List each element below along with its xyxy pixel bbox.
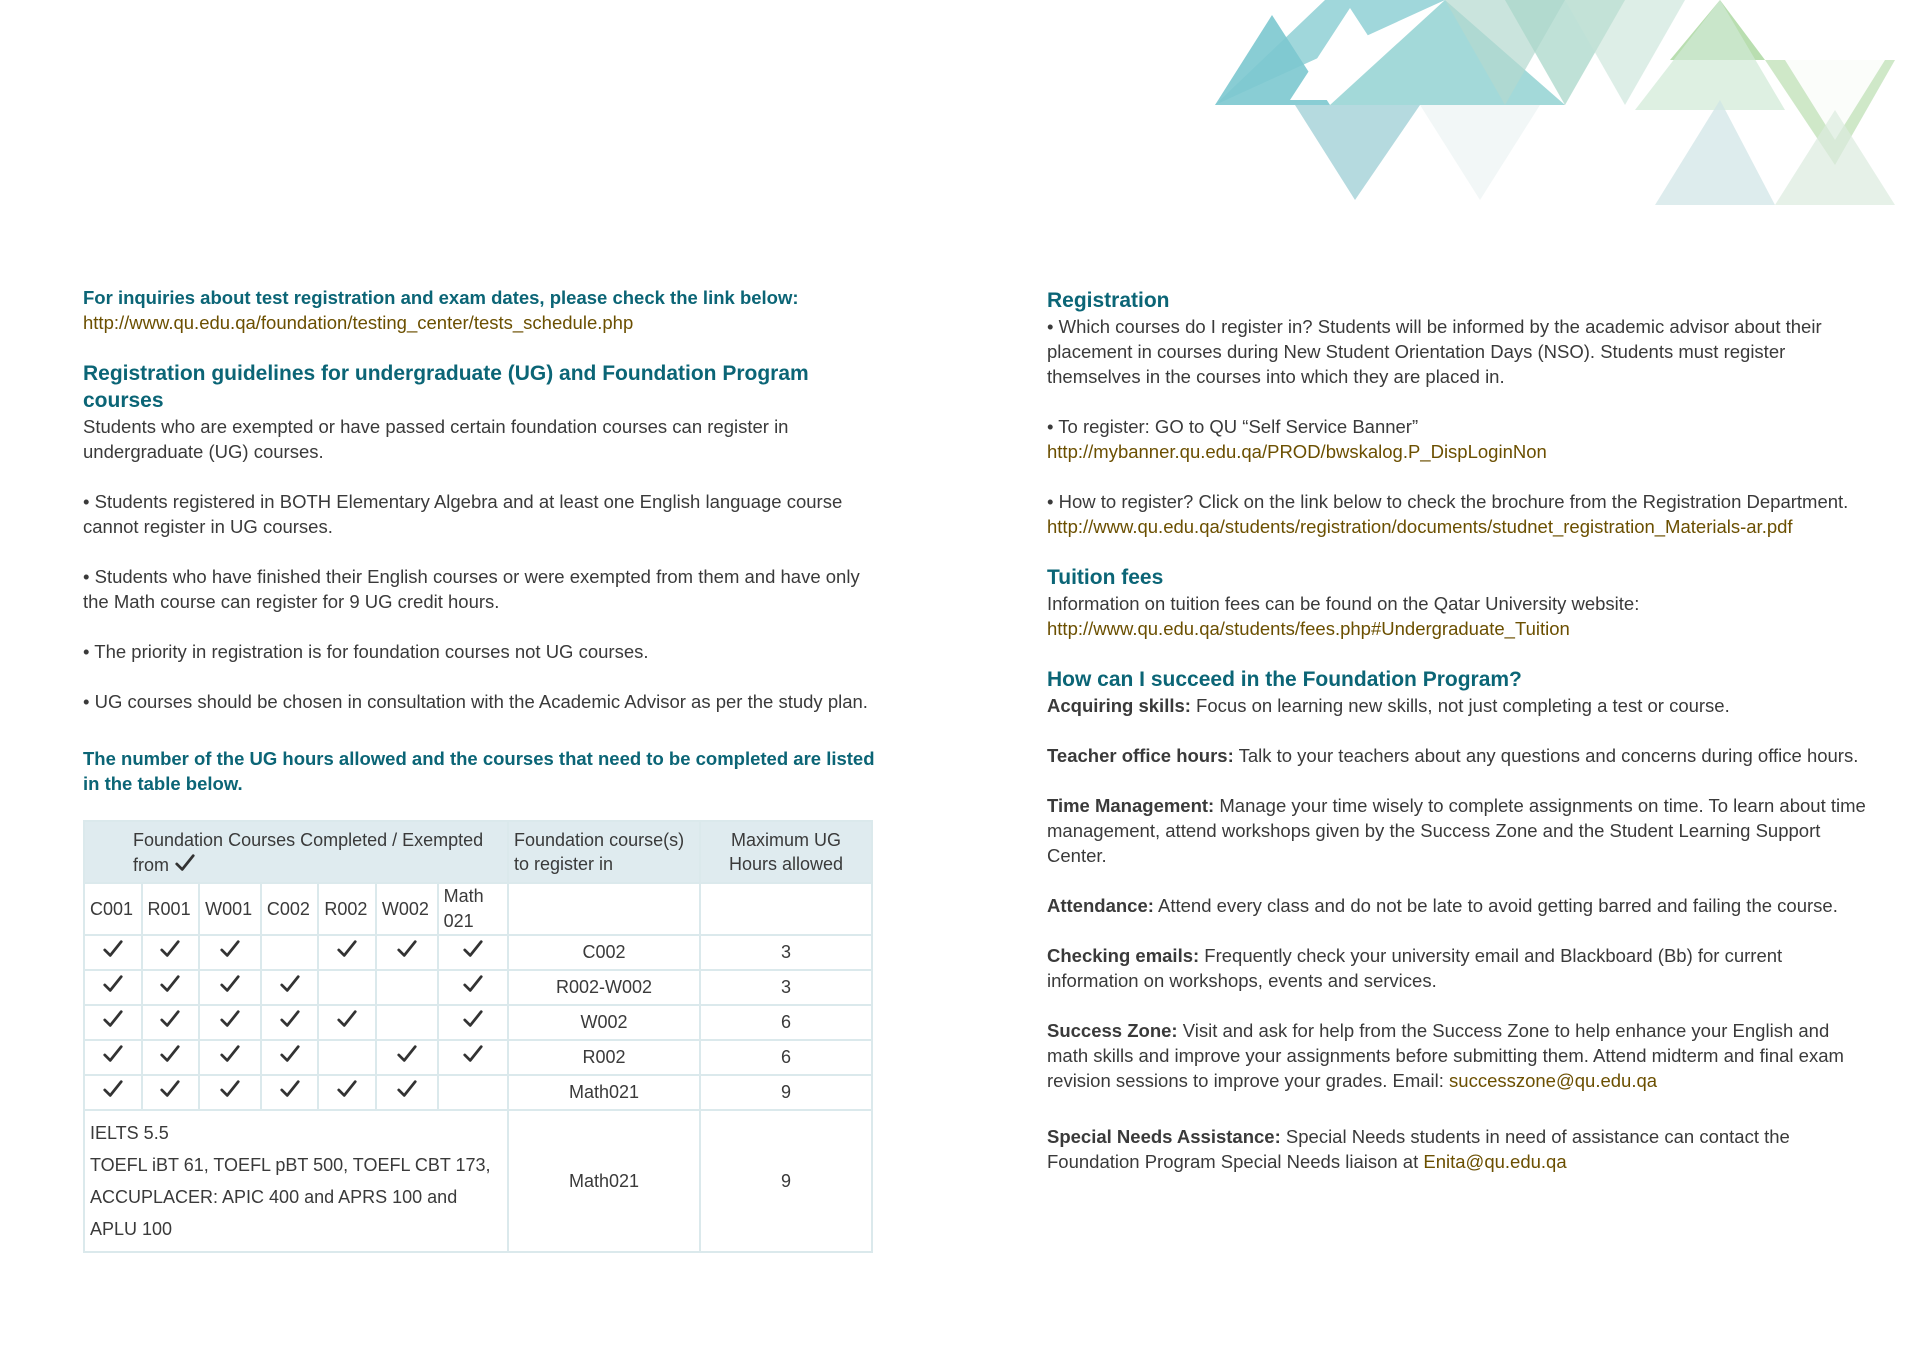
check-cell — [261, 1005, 319, 1040]
check-cell — [84, 1005, 142, 1040]
test-score-line: IELTS 5.5 — [90, 1123, 169, 1143]
check-cell — [438, 970, 508, 1005]
check-cell — [318, 1075, 376, 1110]
checkmark-icon — [102, 938, 124, 960]
table-row — [84, 1040, 872, 1075]
check-cell — [84, 970, 142, 1005]
tip-text: Talk to your teachers about any questions and concerns during office hours. — [1233, 745, 1859, 766]
checkmark-icon — [174, 852, 196, 874]
tip-item — [1047, 793, 1867, 868]
how-to-register: • How to register? Click on the link below to check the brochure from the Registration Department. — [1047, 491, 1849, 512]
check-cell — [438, 935, 508, 970]
hours-cell: 3 — [700, 970, 872, 1005]
hours-cell: 6 — [700, 1005, 872, 1040]
checkmark-icon — [219, 1043, 241, 1065]
course-code-cell: W001 — [199, 883, 261, 935]
check-cell — [376, 1040, 438, 1075]
tip-label: Time Management: — [1047, 795, 1215, 816]
register-instructions: • To register: GO to QU “Self Service Banner” — [1047, 416, 1419, 437]
hours-cell: 3 — [700, 935, 872, 970]
check-cell — [376, 935, 438, 970]
checkmark-icon — [102, 1078, 124, 1100]
checkmark-icon — [102, 1043, 124, 1065]
check-cell — [84, 1040, 142, 1075]
table-body — [84, 935, 872, 1110]
hours-cell: 9 — [700, 1110, 872, 1252]
registration-question: • Which courses do I register in? Students will be informed by the academic advisor about their placement in courses during New Student Orientation Days (NSO). Students must register themselves in the courses into which they are placed in. — [1047, 316, 1822, 387]
checkmark-icon — [219, 973, 241, 995]
check-cell — [261, 1075, 319, 1110]
testing-schedule-link[interactable]: http://www.qu.edu.qa/foundation/testing_center/tests_schedule.php — [83, 312, 634, 333]
checkmark-icon — [279, 1008, 301, 1030]
checkmark-icon — [159, 1043, 181, 1065]
checkmark-icon — [219, 938, 241, 960]
course-code-cell: W002 — [376, 883, 438, 935]
course-cell: Math021 — [508, 1075, 700, 1110]
course-cell: R002-W002 — [508, 970, 700, 1005]
tip-text: Frequently check your university email and Blackboard (Bb) for current information on workshops, events and services. — [1047, 945, 1783, 991]
tip-special-needs: Special Needs Assistance: Special Needs students in need of assistance can contact the Foundation Program Special Needs liaison at Enita@qu.edu.qa — [1047, 1126, 1790, 1172]
checkmark-icon — [396, 1078, 418, 1100]
checkmark-icon — [462, 938, 484, 960]
check-cell — [261, 935, 319, 970]
check-cell — [84, 1075, 142, 1110]
check-cell — [142, 1075, 200, 1110]
guideline-bullet: • UG courses should be chosen in consultation with the Academic Advisor as per the study plan. — [83, 691, 868, 712]
course-cell: Math021 — [508, 1110, 700, 1252]
course-cell: R002 — [508, 1040, 700, 1075]
test-score-line: ACCUPLACER: APIC 400 and APRS 100 and APLU 100 — [90, 1187, 458, 1239]
succeed-heading: How can I succeed in the Foundation Program? — [1047, 668, 1522, 691]
checkmark-icon — [462, 1043, 484, 1065]
empty-cell — [508, 883, 700, 935]
check-cell — [84, 935, 142, 970]
tip-item — [1047, 693, 1867, 718]
tuition-text: Information on tuition fees can be found on the Qatar University website: — [1047, 593, 1640, 614]
hours-cell: 6 — [700, 1040, 872, 1075]
check-cell — [199, 935, 261, 970]
check-cell — [318, 935, 376, 970]
course-code-cell: R001 — [142, 883, 200, 935]
checkmark-icon — [396, 938, 418, 960]
right-column — [1047, 287, 1867, 1174]
tip-label: Acquiring skills: — [1047, 695, 1191, 716]
check-cell — [142, 1005, 200, 1040]
check-cell — [438, 1040, 508, 1075]
header-max-hours: Maximum UG Hours allowed — [700, 821, 872, 883]
course-cell: W002 — [508, 1005, 700, 1040]
table-row — [84, 935, 872, 970]
tip-label: Attendance: — [1047, 895, 1154, 916]
check-cell — [318, 1005, 376, 1040]
tip-success-zone: Success Zone: Visit and ask for help from the Success Zone to help enhance your English and math skills and improve your assignments before submitting them. Attend midterm and final exam revision sessions to improve your grades. Email: successzone@qu.edu.qa — [1047, 1020, 1844, 1091]
checkmark-icon — [462, 973, 484, 995]
checkmark-icon — [279, 973, 301, 995]
tip-item — [1047, 743, 1867, 768]
tip-text: Attend every class and do not be late to avoid getting barred and failing the course. — [1153, 895, 1838, 916]
ug-hours-table — [83, 820, 873, 1253]
table-row — [84, 970, 872, 1005]
success-zone-email-link[interactable]: successzone@qu.edu.qa — [1449, 1070, 1658, 1091]
checkmark-icon — [279, 1043, 301, 1065]
checkmark-icon — [159, 973, 181, 995]
check-cell — [376, 1005, 438, 1040]
tips-list — [1047, 693, 1867, 1018]
decorative-triangles-graphic — [1195, 0, 1910, 205]
tip-item — [1047, 943, 1867, 993]
course-codes-row — [84, 883, 872, 935]
check-cell — [199, 1075, 261, 1110]
check-cell — [261, 970, 319, 1005]
table-row — [84, 1075, 872, 1110]
tuition-link[interactable]: http://www.qu.edu.qa/students/fees.php#Undergraduate_Tuition — [1047, 618, 1570, 639]
inquiry-heading: For inquiries about test registration and exam dates, please check the link below: — [83, 287, 799, 308]
checkmark-icon — [279, 1078, 301, 1100]
check-cell — [438, 1075, 508, 1110]
checkmark-icon — [336, 938, 358, 960]
empty-cell — [700, 883, 872, 935]
guidelines-heading: Registration guidelines for undergraduate (UG) and Foundation Program courses — [83, 362, 809, 412]
table-row — [84, 1005, 872, 1040]
left-column — [83, 285, 878, 1253]
checkmark-icon — [336, 1078, 358, 1100]
banner-link[interactable]: http://mybanner.qu.edu.qa/PROD/bwskalog.P_DispLoginNon — [1047, 441, 1547, 462]
checkmark-icon — [219, 1078, 241, 1100]
checkmark-icon — [336, 1008, 358, 1030]
check-cell — [438, 1005, 508, 1040]
tip-item — [1047, 893, 1867, 918]
course-code-cell: C002 — [261, 883, 319, 935]
table-row — [84, 1110, 872, 1252]
check-cell — [318, 970, 376, 1005]
header-register: Foundation course(s) to register in — [508, 821, 700, 883]
tip-text: Focus on learning new skills, not just completing a test or course. — [1190, 695, 1730, 716]
table-heading: The number of the UG hours allowed and the courses that need to be completed are listed in the table below. — [83, 748, 875, 794]
registration-heading: Registration — [1047, 289, 1170, 312]
guidelines-intro: Students who are exempted or have passed certain foundation courses can register in undergraduate (UG) courses. — [83, 416, 789, 462]
checkmark-icon — [159, 1008, 181, 1030]
checkmark-icon — [102, 1008, 124, 1030]
check-cell — [142, 935, 200, 970]
course-code-cell: Math 021 — [438, 883, 508, 935]
tip-text: Manage your time wisely to complete assignments on time. To learn about time management, attend workshops given by the Success Zone and the Student Learning Support Center. — [1047, 795, 1866, 866]
checkmark-icon — [219, 1008, 241, 1030]
course-code-cell: C001 — [84, 883, 142, 935]
guideline-bullet: • Students registered in BOTH Elementary Algebra and at least one English language course cannot register in UG courses. — [83, 491, 843, 537]
checkmark-icon — [462, 1008, 484, 1030]
check-cell — [318, 1040, 376, 1075]
check-cell — [376, 1075, 438, 1110]
header-completed: Foundation Courses Completed / Exempted from — [84, 821, 508, 883]
check-cell — [142, 970, 200, 1005]
registration-brochure-link[interactable]: http://www.qu.edu.qa/students/registration/documents/studnet_registration_Materials-ar.pdf — [1047, 516, 1793, 537]
course-code-cell: R002 — [318, 883, 376, 935]
tuition-heading: Tuition fees — [1047, 566, 1164, 589]
course-cell: C002 — [508, 935, 700, 970]
table-header-row — [84, 821, 872, 883]
checkmark-icon — [159, 938, 181, 960]
test-score-line: TOEFL iBT 61, TOEFL pBT 500, TOEFL CBT 173, — [90, 1155, 491, 1175]
tip-label: Teacher office hours: — [1047, 745, 1234, 766]
check-cell — [199, 970, 261, 1005]
check-cell — [376, 970, 438, 1005]
special-needs-email-link[interactable]: Enita@qu.edu.qa — [1423, 1151, 1567, 1172]
checkmark-icon — [102, 973, 124, 995]
guideline-bullet: • Students who have finished their English courses or were exempted from them and have only the Math course can register for 9 UG credit hours. — [83, 566, 860, 612]
guideline-bullet: • The priority in registration is for foundation courses not UG courses. — [83, 641, 649, 662]
check-cell — [199, 1040, 261, 1075]
hours-cell: 9 — [700, 1075, 872, 1110]
checkmark-icon — [159, 1078, 181, 1100]
tip-label: Checking emails: — [1047, 945, 1200, 966]
check-cell — [199, 1005, 261, 1040]
check-cell — [261, 1040, 319, 1075]
checkmark-icon — [396, 1043, 418, 1065]
check-cell — [142, 1040, 200, 1075]
test-scores-cell — [84, 1110, 508, 1252]
